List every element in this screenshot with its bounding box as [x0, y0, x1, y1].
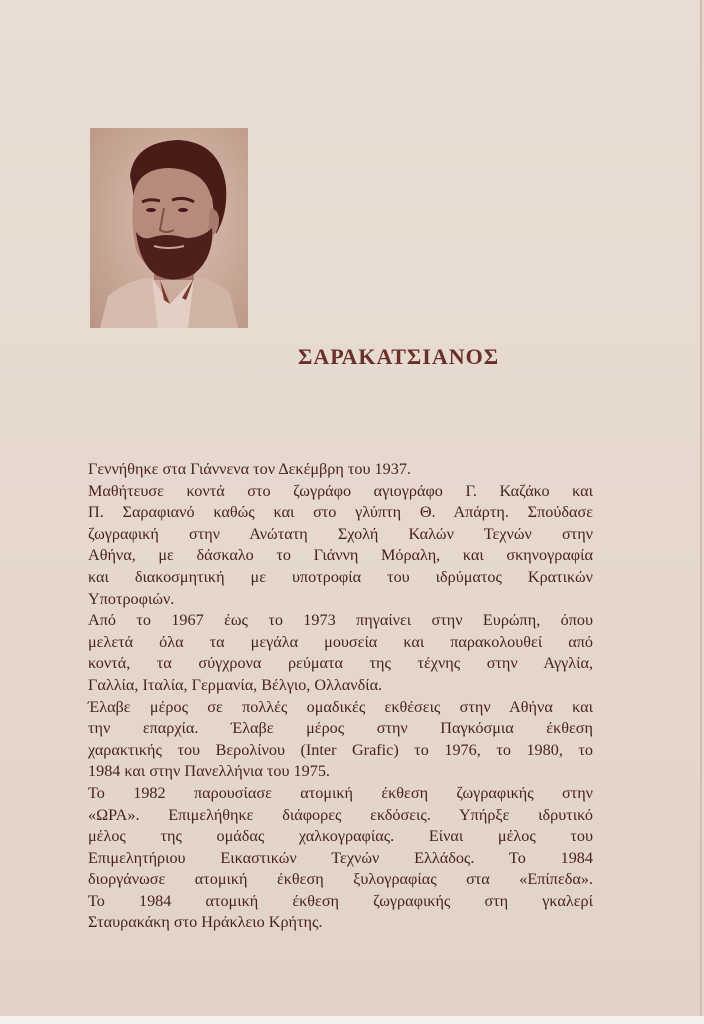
bio-line: χαρακτικής του Βερολίνου (Inter Grafic) το 1976, το 1980, το: [88, 740, 593, 759]
bio-line: διοργάνωσε ατομική έκθεση ξυλογραφίας στα «Επίπεδα».: [88, 870, 593, 889]
bio-line: Το 1984 ατομική έκθεση ζωγραφικής στη γκαλερί: [88, 891, 593, 910]
bio-line: ζωγραφική στην Ανώτατη Σχολή Καλών Τεχνών στην: [88, 524, 593, 543]
bio-line: μελετά όλα τα μεγάλα μουσεία και παρακολουθεί από: [88, 632, 593, 651]
bio-line: Π. Σαραφιανό καθώς και στο γλύπτη Θ. Απάρτη. Σπούδασε: [88, 503, 593, 522]
artist-name-heading: ΣΑΡΑΚΑΤΣΙΑΝΟΣ: [298, 344, 500, 369]
bio-line: Υποτροφιών.: [88, 589, 175, 608]
bio-line: Σταυρακάκη στο Ηράκλειο Κρήτης.: [88, 913, 323, 932]
bio-line: Αθήνα, με δάσκαλο το Γιάννη Μόραλη, και σκηνογραφία: [88, 546, 593, 565]
portrait-illustration: [90, 128, 248, 328]
bio-line: και διακοσμητική με υποτροφία του ιδρύματος Κρατικών: [88, 567, 593, 586]
bio-line: την επαρχία. Έλαβε μέρος στην Παγκόσμια έκθεση: [88, 719, 593, 738]
bio-line: Από το 1967 έως το 1973 πηγαίνει στην Ευρώπη, όπου: [88, 611, 593, 630]
bio-line: Μαθήτευσε κοντά στο ζωγράφο αγιογράφο Γ. Καζάκο και: [88, 481, 593, 500]
portrait-photo: [90, 128, 248, 328]
bio-line: Επιμελητήριου Εικαστικών Τεχνών Ελλάδος. Το 1984: [88, 848, 593, 867]
bio-line: «ΩΡΑ». Επιμελήθηκε διάφορες εκδόσεις. Υπήρξε ιδρυτικό: [88, 805, 593, 824]
biography-text: [88, 459, 593, 934]
bio-line: 1984 και στην Πανελλήνια του 1975.: [88, 762, 330, 781]
bio-line: Γεννήθηκε στα Γιάννενα τον Δεκέμβρη του 1937.: [88, 460, 411, 478]
page-edge: [0, 1016, 704, 1024]
bio-line: Γαλλία, Ιταλία, Γερμανία, Βέλγιο, Ολλανδία.: [88, 675, 383, 694]
bio-line: Το 1982 παρουσίασε ατομική έκθεση ζωγραφικής στην: [88, 783, 593, 802]
bio-line: κοντά, τα σύγχρονα ρεύματα της τέχνης στην Αγγλία,: [88, 654, 593, 673]
bio-line: μέλος της ομάδας χαλκογραφίας. Είναι μέλος του: [88, 827, 593, 846]
bio-line: Έλαβε μέρος σε πολλές ομαδικές εκθέσεις στην Αθήνα και: [88, 697, 593, 716]
